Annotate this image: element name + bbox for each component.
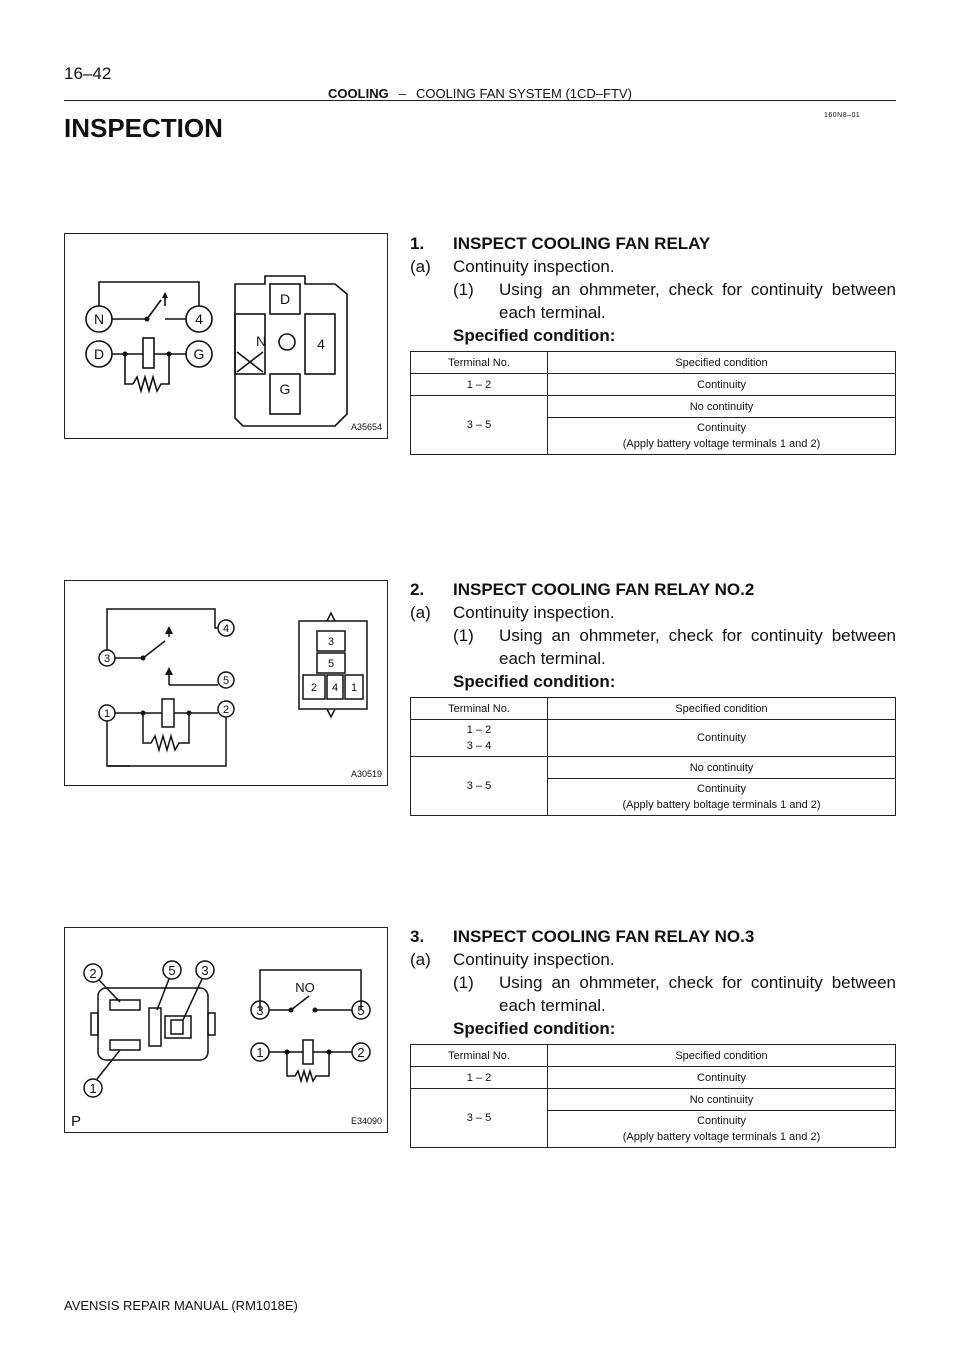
instruction xyxy=(410,624,896,670)
condition-cell: Continuity (Apply battery boltage terminals 1 and 2) xyxy=(548,779,896,816)
spec-table xyxy=(410,697,896,816)
instruction-number: (1) xyxy=(453,626,474,645)
table-header-row xyxy=(411,698,896,720)
header-terminal: Terminal No. xyxy=(411,352,548,374)
relay-diagram-1 xyxy=(65,234,389,440)
terminal-4-label: 4 xyxy=(195,311,203,327)
terminal-g-label: G xyxy=(193,346,205,362)
sub-number: (a) xyxy=(410,257,431,276)
terminal-3-label: 3 xyxy=(103,653,111,665)
terminal-cell: 1 – 2 3 – 4 xyxy=(411,720,548,757)
connector-g-label: G xyxy=(279,381,291,397)
condition-cell: Continuity (Apply battery voltage terminals 1 and 2) xyxy=(548,1111,896,1148)
instruction-text: Using an ohmmeter, check for continuity between each terminal. xyxy=(499,280,896,322)
header-section: COOLING FAN SYSTEM (1CD–FTV) xyxy=(415,86,632,101)
header-condition: Specified condition xyxy=(548,352,896,374)
section-2 xyxy=(410,578,896,816)
spec-label: Specified condition: xyxy=(453,672,616,691)
table-header-row xyxy=(411,1045,896,1067)
terminal-4-label: 4 xyxy=(222,623,230,635)
terminal-1-label: 1 xyxy=(103,708,111,720)
sub-step xyxy=(410,948,896,971)
relay-diagram-3 xyxy=(65,928,389,1134)
page-number: 16–42 xyxy=(64,64,112,83)
step-number: 2. xyxy=(410,580,425,599)
circuit-terminal-1-label: 1 xyxy=(256,1045,264,1060)
figure-code: A35654 xyxy=(350,422,382,432)
condition-cell: Continuity (Apply battery voltage terminals 1 and 2) xyxy=(548,418,896,455)
spec-label: Specified condition: xyxy=(453,326,616,345)
instruction-number: (1) xyxy=(453,973,474,992)
relay-figure-2 xyxy=(64,580,388,786)
condition-cell: No continuity xyxy=(548,396,896,418)
condition-cell: No continuity xyxy=(548,757,896,779)
header-category: COOLING xyxy=(328,86,389,101)
relay-figure-3 xyxy=(64,927,388,1133)
connector-3-label: 3 xyxy=(327,636,335,648)
body-terminal-1-label: 1 xyxy=(89,1081,97,1096)
normally-open-label: NO xyxy=(295,980,315,995)
terminal-5-label: 5 xyxy=(222,675,230,687)
circuit-terminal-3-label: 3 xyxy=(256,1003,264,1018)
table-row xyxy=(411,720,896,757)
header-separator: – xyxy=(398,86,406,101)
condition-cell: Continuity xyxy=(548,720,896,757)
connector-4-label: 4 xyxy=(317,336,325,352)
body-terminal-3-label: 3 xyxy=(201,963,209,978)
connector-4-label: 4 xyxy=(331,682,339,694)
terminal-d-label: D xyxy=(93,346,105,362)
terminal-cell: 3 – 5 xyxy=(411,1089,548,1148)
figure-code: A30519 xyxy=(350,769,382,779)
instruction-text: Using an ohmmeter, check for continuity between each terminal. xyxy=(499,626,896,668)
body-terminal-5-label: 5 xyxy=(168,963,176,978)
step-title: INSPECT COOLING FAN RELAY xyxy=(453,234,711,253)
step-title: INSPECT COOLING FAN RELAY NO.2 xyxy=(453,580,755,599)
running-header xyxy=(0,86,960,101)
table-row xyxy=(411,1067,896,1089)
document-code: 160N8–01 xyxy=(824,112,861,119)
page-title: INSPECTION xyxy=(64,113,223,143)
step-title: INSPECT COOLING FAN RELAY NO.3 xyxy=(453,927,755,946)
terminal-n-label: N xyxy=(93,311,105,327)
spec-table xyxy=(410,351,896,455)
instruction-number: (1) xyxy=(453,280,474,299)
sub-number: (a) xyxy=(410,603,431,622)
terminal-cell: 1 – 2 xyxy=(411,374,548,396)
step-heading xyxy=(410,578,896,601)
sub-step xyxy=(410,601,896,624)
condition-cell: Continuity xyxy=(548,374,896,396)
header-terminal: Terminal No. xyxy=(411,698,548,720)
instruction xyxy=(410,971,896,1017)
table-header-row xyxy=(411,352,896,374)
figure-code: E34090 xyxy=(350,1116,382,1126)
step-number: 1. xyxy=(410,234,425,253)
sub-text: Continuity inspection. xyxy=(453,603,615,622)
footer-manual-title: AVENSIS REPAIR MANUAL (RM1018E) xyxy=(64,1298,298,1313)
section-1 xyxy=(410,232,896,455)
circuit-terminal-2-label: 2 xyxy=(357,1045,365,1060)
terminal-cell: 3 – 5 xyxy=(411,757,548,816)
table-row xyxy=(411,396,896,418)
sub-step xyxy=(410,255,896,278)
header-condition: Specified condition xyxy=(548,1045,896,1067)
terminal-cell: 1 – 2 xyxy=(411,1067,548,1089)
step-heading xyxy=(410,925,896,948)
header-rule xyxy=(64,100,896,101)
step-number: 3. xyxy=(410,927,425,946)
connector-2-label: 2 xyxy=(310,682,318,694)
spec-table xyxy=(410,1044,896,1148)
sub-text: Continuity inspection. xyxy=(453,257,615,276)
relay-diagram-2 xyxy=(65,581,389,787)
condition-cell: No continuity xyxy=(548,1089,896,1111)
table-row xyxy=(411,374,896,396)
terminal-cell: 3 – 5 xyxy=(411,396,548,455)
table-row xyxy=(411,757,896,779)
table-row xyxy=(411,1089,896,1111)
sub-text: Continuity inspection. xyxy=(453,950,615,969)
header-condition: Specified condition xyxy=(548,698,896,720)
connector-5-label: 5 xyxy=(327,658,335,670)
body-terminal-2-label: 2 xyxy=(89,966,97,981)
spec-label: Specified condition: xyxy=(453,1019,616,1038)
step-heading xyxy=(410,232,896,255)
section-3 xyxy=(410,925,896,1148)
terminal-2-label: 2 xyxy=(222,704,230,716)
instruction-text: Using an ohmmeter, check for continuity between each terminal. xyxy=(499,973,896,1015)
figure-mark: P xyxy=(71,1113,82,1130)
condition-cell: Continuity xyxy=(548,1067,896,1089)
instruction xyxy=(410,278,896,324)
sub-number: (a) xyxy=(410,950,431,969)
relay-figure-1 xyxy=(64,233,388,439)
circuit-terminal-5-label: 5 xyxy=(357,1003,365,1018)
connector-n-label: N xyxy=(255,333,267,349)
connector-1-label: 1 xyxy=(350,682,358,694)
connector-d-label: D xyxy=(279,291,291,307)
header-terminal: Terminal No. xyxy=(411,1045,548,1067)
